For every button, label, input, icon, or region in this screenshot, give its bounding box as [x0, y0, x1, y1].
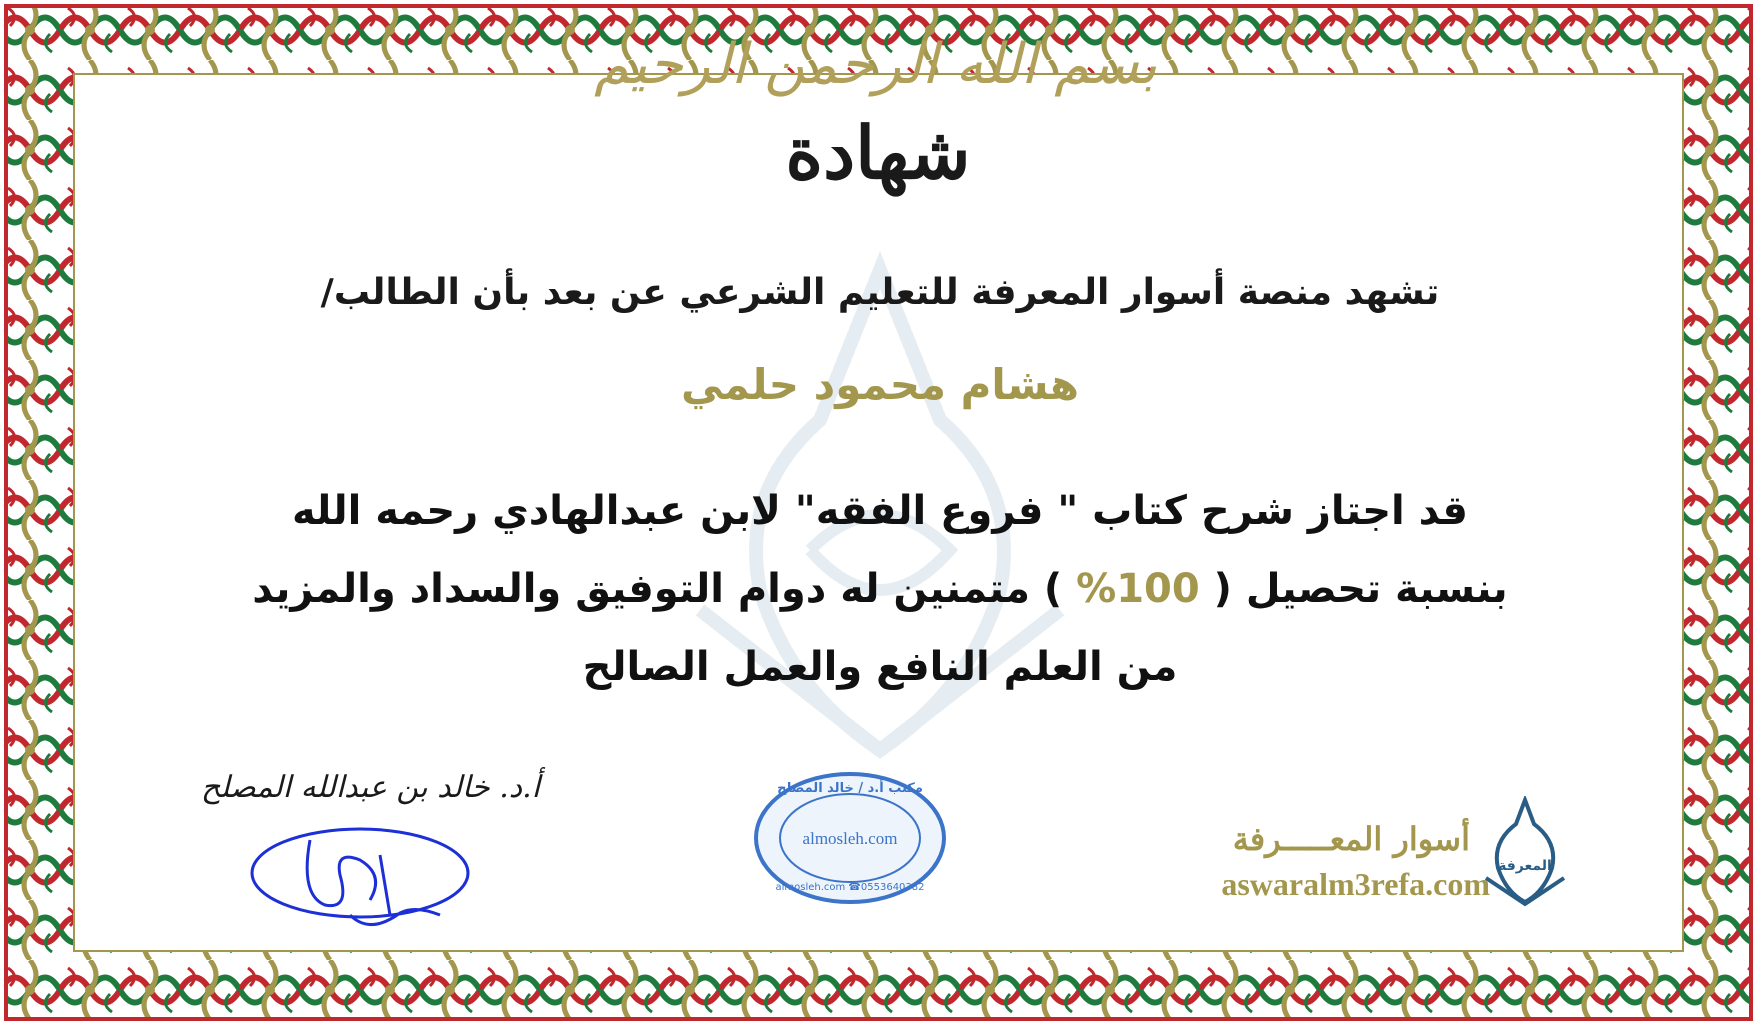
stamp-bottom-text: almosleh.com ☎0553640382 [775, 882, 925, 893]
body-line-2 [180, 566, 1580, 612]
stamp-top-text: مكتب أ.د / خالد المصلح [777, 781, 923, 796]
intro-text: تشهد منصة أسوار المعرفة للتعليم الشرعي عن بعد بأن الطالب/ [320, 272, 1440, 313]
brand-name: أسوار المعـــــرفة [1232, 820, 1470, 858]
basmala: بسم الله الرحمن الرحيم [594, 32, 1157, 97]
brand-url: aswaralm3refa.com [1221, 866, 1490, 902]
body-line-2-before: بنسبة تحصيل ( [1213, 566, 1508, 612]
office-stamp [750, 768, 950, 908]
logo-text: المعرفة [1498, 858, 1552, 874]
body-line-1: قد اجتاز شرح كتاب " فروع الفقه" لابن عبدالهادي رحمه الله [292, 488, 1468, 534]
body-line-2-after: ) متمنين له دوام التوفيق والسداد والمزيد [252, 566, 1063, 612]
percent-value: 100% [1076, 566, 1200, 612]
brand-logo-icon [1480, 796, 1570, 908]
signer-name: أ.د. خالد بن عبدالله المصلح [201, 770, 540, 805]
certificate-title: شهادة [785, 110, 971, 195]
stamp-center-text: almosleh.com [802, 829, 898, 848]
body-line-3: من العلم النافع والعمل الصالح [582, 644, 1178, 690]
student-name: هشام محمود حلمي [680, 360, 1080, 409]
handwritten-signature [240, 815, 480, 945]
